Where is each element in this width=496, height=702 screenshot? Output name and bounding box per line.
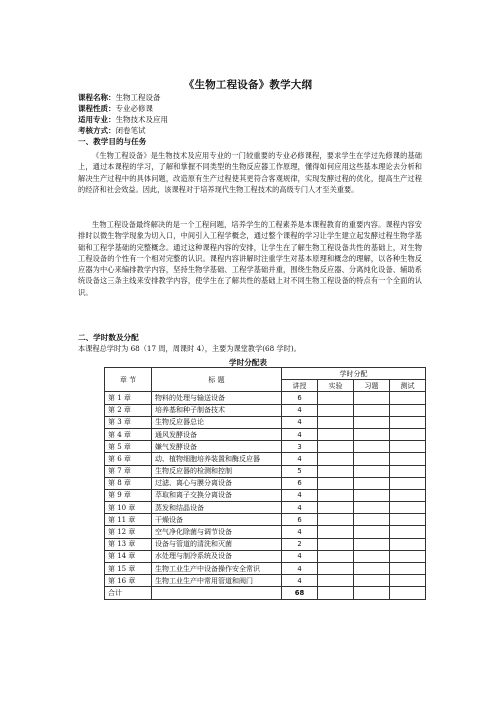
- topic-cell: 通风发酵设备: [152, 428, 282, 440]
- chapter-cell: 第 1 章: [105, 392, 152, 404]
- table-row: [105, 514, 426, 526]
- exercise-hours-cell: [354, 453, 390, 465]
- lecture-hours-cell: 4: [282, 550, 318, 562]
- chapter-cell: 第 14 章: [105, 550, 152, 562]
- table-row: [105, 563, 426, 575]
- table-row: [105, 575, 426, 587]
- lecture-hours-cell: 4: [282, 502, 318, 514]
- test-hours-cell: [390, 441, 426, 453]
- table-total-row: [105, 587, 426, 599]
- topic-cell: 培养基和种子制备技术: [152, 404, 282, 416]
- lecture-hours-cell: 6: [282, 477, 318, 489]
- total-hours-line: 本课程总学时为 68（17 周，周课时 4），主要为课堂教学(68 学时)。: [78, 344, 301, 353]
- lecture-hours-cell: 2: [282, 538, 318, 550]
- meta-course-type: [78, 103, 153, 114]
- header-exercise: 习题: [354, 380, 390, 392]
- exercise-hours-cell: [354, 526, 390, 538]
- lab-hours-cell: [318, 465, 354, 477]
- topic-cell: 生物反应器总论: [152, 416, 282, 428]
- topic-cell: 设备与管道的清洗和灭菌: [152, 538, 282, 550]
- meta-label: 适用专业：: [78, 115, 116, 124]
- chapter-cell: 第 5 章: [105, 441, 152, 453]
- exercise-hours-cell: [354, 404, 390, 416]
- total-exercise-cell: [354, 587, 390, 599]
- test-hours-cell: [390, 428, 426, 440]
- lecture-hours-cell: 3: [282, 441, 318, 453]
- test-hours-cell: [390, 538, 426, 550]
- exercise-hours-cell: [354, 416, 390, 428]
- lecture-hours-cell: 4: [282, 575, 318, 587]
- lecture-hours-cell: 4: [282, 489, 318, 501]
- paragraph-2: 生物工程设备最终解决的是一个工程问题，培养学生的工程素养是本课程教育的重要内容。课程内容安排时以微生物学现象为切入口，中间引入工程学概念，通过整个课程的学习让学生建立起发酵过程生物学基础和工程学基础的完整概念。通过这种课程内容的安排，让学生在了解生物工程设备共性的基础上，对生物工程设备的个性有一个相对完整的认识。课程内容讲解时注重学生对基本原理和概念的理解，以各种生物反应器为中心来编排教学内容，坚持生物学基础、工程学基础并重，围绕生物反应器、分离纯化设备、辅助系统设备这三条主线来安排教学内容，使学生在了解共性的基础上对不同生物工程设备的特点有一个全面的认识。: [78, 220, 422, 297]
- chapter-cell: 第 7 章: [105, 465, 152, 477]
- total-lab-cell: [318, 587, 354, 599]
- test-hours-cell: [390, 550, 426, 562]
- total-test-cell: [390, 587, 426, 599]
- chapter-cell: 第 8 章: [105, 477, 152, 489]
- table-row: [105, 550, 426, 562]
- test-hours-cell: [390, 416, 426, 428]
- test-hours-cell: [390, 514, 426, 526]
- meta-value: 专业必修课: [115, 104, 153, 113]
- lecture-hours-cell: 4: [282, 526, 318, 538]
- meta-label: 课程性质：: [78, 104, 116, 113]
- header-lecture: 讲授: [282, 380, 318, 392]
- exercise-hours-cell: [354, 550, 390, 562]
- meta-major: [78, 114, 168, 125]
- chapter-cell: 第 6 章: [105, 453, 152, 465]
- lab-hours-cell: [318, 514, 354, 526]
- exercise-hours-cell: [354, 514, 390, 526]
- header-chapter: 章 节: [105, 368, 152, 392]
- test-hours-cell: [390, 502, 426, 514]
- test-hours-cell: [390, 575, 426, 587]
- topic-cell: 动、植物细胞培养装置和酶反应器: [152, 453, 282, 465]
- header-topic: 标 题: [152, 368, 282, 392]
- lecture-hours-cell: 4: [282, 404, 318, 416]
- lecture-hours-cell: 6: [282, 392, 318, 404]
- topic-cell: 嫌气发酵设备: [152, 441, 282, 453]
- lecture-hours-cell: 4: [282, 563, 318, 575]
- meta-value: 生物工程设备: [115, 93, 161, 102]
- test-hours-cell: [390, 563, 426, 575]
- lab-hours-cell: [318, 575, 354, 587]
- chapter-cell: 第 16 章: [105, 575, 152, 587]
- total-hours: 68: [282, 587, 318, 599]
- exercise-hours-cell: [354, 538, 390, 550]
- meta-value: 闭卷笔试: [115, 126, 146, 135]
- meta-value: 生物技术及应用: [115, 115, 168, 124]
- chapter-cell: 第 13 章: [105, 538, 152, 550]
- lab-hours-cell: [318, 563, 354, 575]
- topic-cell: 萃取和离子交换分离设备: [152, 489, 282, 501]
- topic-cell: 生物反应器的检测和控制: [152, 465, 282, 477]
- lecture-hours-cell: 4: [282, 416, 318, 428]
- lecture-hours-cell: 5: [282, 465, 318, 477]
- table-row: [105, 404, 426, 416]
- table-row: [105, 453, 426, 465]
- test-hours-cell: [390, 404, 426, 416]
- lab-hours-cell: [318, 526, 354, 538]
- table-row: [105, 416, 426, 428]
- exercise-hours-cell: [354, 575, 390, 587]
- chapter-cell: 第 11 章: [105, 514, 152, 526]
- topic-cell: 过滤、离心与膜分离设备: [152, 477, 282, 489]
- topic-cell: 水处理与制冷系统及设备: [152, 550, 282, 562]
- chapter-cell: 第 2 章: [105, 404, 152, 416]
- lab-hours-cell: [318, 441, 354, 453]
- test-hours-cell: [390, 453, 426, 465]
- topic-cell: 空气净化除菌与调节设备: [152, 526, 282, 538]
- total-topic-cell: [152, 587, 282, 599]
- lecture-hours-cell: 4: [282, 428, 318, 440]
- exercise-hours-cell: [354, 563, 390, 575]
- table-row: [105, 526, 426, 538]
- exercise-hours-cell: [354, 428, 390, 440]
- exercise-hours-cell: [354, 465, 390, 477]
- chapter-cell: 第 3 章: [105, 416, 152, 428]
- chapter-cell: 第 15 章: [105, 563, 152, 575]
- table-row: [105, 538, 426, 550]
- lecture-hours-cell: 4: [282, 453, 318, 465]
- chapter-cell: 第 9 章: [105, 489, 152, 501]
- table-row: [105, 502, 426, 514]
- table-row: [105, 392, 426, 404]
- chapter-cell: 第 10 章: [105, 502, 152, 514]
- topic-cell: 生物工业生产中常用管道和阀门: [152, 575, 282, 587]
- paragraph-1: 《生物工程设备》是生物技术及应用专业的一门较重要的专业必修课程，要求学生在学过先修课的基础上，通过本课程的学习，了解和掌握不同类型的生物反应器工作原理，懂得如何应用这些基本理论去分析和解决生产过程中的具体问题，改造原有生产过程使其更符合客观规律，实现发酵过程的优化，提高生产过程的经济和社会效益。因此，该课程对于培养现代生物工程技术的高级专门人才至关重要。: [78, 151, 422, 194]
- exercise-hours-cell: [354, 392, 390, 404]
- topic-cell: 物料的处理与输送设备: [152, 392, 282, 404]
- test-hours-cell: [390, 465, 426, 477]
- meta-label: 课程名称：: [78, 93, 116, 102]
- table-header-row: [105, 368, 426, 380]
- lab-hours-cell: [318, 477, 354, 489]
- chapter-cell: 第 4 章: [105, 428, 152, 440]
- meta-label: 考核方式：: [78, 126, 116, 135]
- document-title: 《生物工程设备》教学大纲: [183, 79, 313, 91]
- table-row: [105, 489, 426, 501]
- lecture-hours-cell: 6: [282, 514, 318, 526]
- exercise-hours-cell: [354, 441, 390, 453]
- table-row: [105, 441, 426, 453]
- lab-hours-cell: [318, 392, 354, 404]
- table-row: [105, 428, 426, 440]
- topic-cell: 生物工业生产中设备操作安全常识: [152, 563, 282, 575]
- table-caption: 学时分配表: [229, 358, 267, 367]
- lab-hours-cell: [318, 489, 354, 501]
- meta-course-name: [78, 92, 161, 103]
- chapter-cell: 第 12 章: [105, 526, 152, 538]
- exercise-hours-cell: [354, 477, 390, 489]
- lab-hours-cell: [318, 428, 354, 440]
- test-hours-cell: [390, 526, 426, 538]
- lab-hours-cell: [318, 550, 354, 562]
- topic-cell: 蒸发和结晶设备: [152, 502, 282, 514]
- test-hours-cell: [390, 477, 426, 489]
- exercise-hours-cell: [354, 502, 390, 514]
- section-heading-2: 二、学时数及分配: [78, 333, 139, 342]
- table-row: [105, 477, 426, 489]
- lab-hours-cell: [318, 538, 354, 550]
- topic-cell: 干燥设备: [152, 514, 282, 526]
- lab-hours-cell: [318, 404, 354, 416]
- lab-hours-cell: [318, 453, 354, 465]
- header-lab: 实验: [318, 380, 354, 392]
- total-label: 合计: [105, 587, 152, 599]
- test-hours-cell: [390, 392, 426, 404]
- table-row: [105, 465, 426, 477]
- lab-hours-cell: [318, 416, 354, 428]
- header-hours-group: 学时分配: [282, 368, 426, 380]
- section-heading-1: 一、教学目的与任务: [78, 137, 147, 146]
- test-hours-cell: [390, 489, 426, 501]
- exercise-hours-cell: [354, 489, 390, 501]
- meta-exam: [78, 125, 146, 136]
- lab-hours-cell: [318, 502, 354, 514]
- hours-table: [104, 367, 426, 600]
- header-test: 测试: [390, 380, 426, 392]
